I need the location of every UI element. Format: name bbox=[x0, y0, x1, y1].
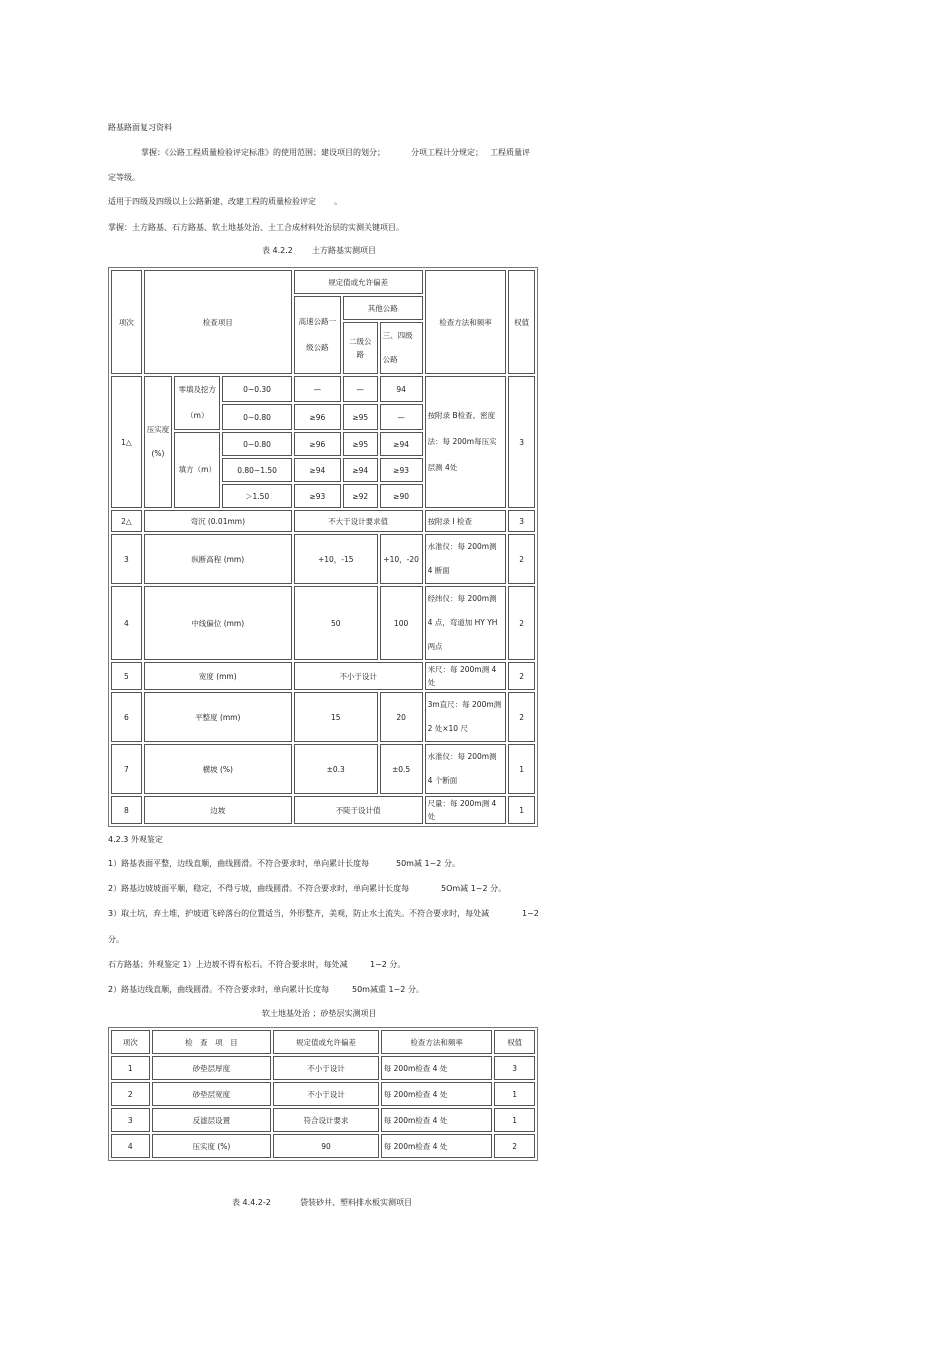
table1-caption: 土方路基实测项目 bbox=[312, 246, 376, 255]
section-line1: 1）路基表面平整，边线直顺，曲线圆滑。不符合要求时，单向累计长度每 bbox=[108, 859, 370, 868]
row-no: 8 bbox=[111, 796, 142, 824]
th2-no: 项次 bbox=[111, 1030, 150, 1054]
row-method: 按附录 I 检查 bbox=[425, 510, 507, 532]
section-line5b: 50m减重 1~2 分。 bbox=[352, 985, 424, 994]
table3-caption: 袋装砂井、塑料排水板实测项目 bbox=[300, 1198, 412, 1207]
row-item: 平整度 (mm) bbox=[144, 692, 292, 742]
t2-weight: 1 bbox=[494, 1108, 535, 1132]
intro-p2: 适用于四级及四级以上公路新建、改建工程的质量检验评定 bbox=[108, 197, 316, 206]
th2-method: 检查方法和频率 bbox=[381, 1030, 493, 1054]
th-class2: 二级公路 bbox=[343, 322, 378, 374]
row-spec-b: +10，-20 bbox=[380, 534, 423, 584]
r1-b: ≥95 bbox=[343, 432, 378, 456]
row-weight: 1 bbox=[508, 744, 535, 794]
row-weight: 2 bbox=[508, 534, 535, 584]
row-no: 6 bbox=[111, 692, 142, 742]
r1-range: ＞1.50 bbox=[222, 484, 292, 508]
t2-item: 砂垫层厚度 bbox=[152, 1056, 272, 1080]
t2-item: 反滤层设置 bbox=[152, 1108, 272, 1132]
th2-spec: 规定值或允许偏差 bbox=[273, 1030, 379, 1054]
r1-item: 压实度(%) bbox=[144, 376, 173, 508]
t2-spec: 不小于设计 bbox=[273, 1082, 379, 1106]
section-title: 4.2.3 外观鉴定 bbox=[108, 835, 163, 844]
th2-item: 检 查 项 目 bbox=[152, 1030, 272, 1054]
row-no: 4 bbox=[111, 586, 142, 660]
intro-p3: 掌握：土方路基、石方路基、软土地基处治、土工合成材料处治层的实测关键项目。 bbox=[108, 223, 404, 232]
intro-p1b: 分项工程计分规定； bbox=[411, 148, 483, 157]
th-class34: 三、四级公路 bbox=[380, 322, 423, 374]
t2-spec: 90 bbox=[273, 1134, 379, 1158]
table2-caption: 软土地基处治 ；砂垫层实测项目 bbox=[262, 1009, 377, 1018]
row-spec-b: 100 bbox=[380, 586, 423, 660]
r1-c: 94 bbox=[380, 376, 423, 402]
r1-b: — bbox=[343, 376, 378, 402]
row-item: 弯沉 (0.01mm) bbox=[144, 510, 292, 532]
row-no: 7 bbox=[111, 744, 142, 794]
row-spec-a: 15 bbox=[294, 692, 378, 742]
section-line3: 3）取土坑，弃土堆，护坡道飞碎落台的位置适当，外形整齐，美观，防止水土流失。不符合要求时，每处减 bbox=[108, 909, 490, 918]
t2-no: 1 bbox=[111, 1056, 150, 1080]
r1-a: ≥93 bbox=[294, 484, 341, 508]
t2-no: 3 bbox=[111, 1108, 150, 1132]
row-spec-a: ±0.3 bbox=[294, 744, 378, 794]
t2-method: 每 200m检查 4 处 bbox=[381, 1108, 493, 1132]
r1-group2: 填方（m） bbox=[174, 432, 220, 508]
t2-spec: 符合设计要求 bbox=[273, 1108, 379, 1132]
intro-p1a: 掌握：《公路工程质量检验评定标准》的使用范围；建设项目的划分； bbox=[141, 148, 385, 157]
row-method: 经纬仪：每 200m测 4 点，弯道加 HY YH两点 bbox=[425, 586, 507, 660]
table1-caption-no: 表 4.2.2 bbox=[262, 246, 293, 255]
row-weight: 2 bbox=[508, 662, 535, 690]
r1-c: — bbox=[380, 404, 423, 430]
row-method: 米尺：每 200m测 4 处 bbox=[425, 662, 507, 690]
row-method: 尺量：每 200m测 4 处 bbox=[425, 796, 507, 824]
r1-weight: 3 bbox=[508, 376, 535, 508]
section-line4b: 1~2 分。 bbox=[370, 960, 406, 969]
th-other: 其他公路 bbox=[343, 296, 423, 320]
row-spec-a: +10，-15 bbox=[294, 534, 378, 584]
row-method: 3m直尺：每 200m测 2 处×10 尺 bbox=[425, 692, 507, 742]
t2-item: 压实度 (%) bbox=[152, 1134, 272, 1158]
th-spec: 规定值或允许偏差 bbox=[294, 270, 423, 294]
r1-b: ≥94 bbox=[343, 458, 378, 482]
t2-item: 砂垫层宽度 bbox=[152, 1082, 272, 1106]
r1-range: 0~0.30 bbox=[222, 376, 292, 402]
t2-weight: 3 bbox=[494, 1056, 535, 1080]
row-weight: 2 bbox=[508, 692, 535, 742]
row-method: 水准仪：每 200m测 4 断面 bbox=[425, 534, 507, 584]
row-spec: 不大于设计要求值 bbox=[294, 510, 423, 532]
t2-weight: 2 bbox=[494, 1134, 535, 1158]
th2-weight: 权值 bbox=[494, 1030, 535, 1054]
r1-b: ≥92 bbox=[343, 484, 378, 508]
r1-c: ≥94 bbox=[380, 432, 423, 456]
table-soil-subgrade bbox=[108, 267, 538, 827]
section-line5: 2）路基边线直顺，曲线圆滑。不符合要求时，单向累计长度每 bbox=[108, 985, 330, 994]
row-weight: 2 bbox=[508, 586, 535, 660]
r1-group1: 零填及挖方（m） bbox=[174, 376, 220, 430]
row-no: 2△ bbox=[111, 510, 142, 532]
r1-a: ≥94 bbox=[294, 458, 341, 482]
th-item: 检查项目 bbox=[144, 270, 292, 374]
doc-title: 路基路面复习资料 bbox=[108, 123, 172, 132]
th-method: 检查方法和频率 bbox=[425, 270, 507, 374]
t2-weight: 1 bbox=[494, 1082, 535, 1106]
r1-a: — bbox=[294, 376, 341, 402]
r1-range: 0~0.80 bbox=[222, 432, 292, 456]
r1-a: ≥96 bbox=[294, 432, 341, 456]
row-spec: 不陡于设计值 bbox=[294, 796, 423, 824]
t2-method: 每 200m检查 4 处 bbox=[381, 1082, 493, 1106]
intro-p1d: 定等级。 bbox=[108, 173, 140, 182]
intro-p1c: 工程质量评 bbox=[490, 148, 530, 157]
r1-method: 按附录 B检查。密度法：每 200m每压实层测 4处 bbox=[425, 376, 507, 508]
section-line4: 石方路基；外观鉴定 1）上边坡不得有松石。不符合要求时，每处减 bbox=[108, 960, 348, 969]
r1-a: ≥96 bbox=[294, 404, 341, 430]
row-item: 宽度 (mm) bbox=[144, 662, 292, 690]
row-no: 3 bbox=[111, 534, 142, 584]
r1-c: ≥93 bbox=[380, 458, 423, 482]
th-highway: 高速公路一级公路 bbox=[294, 296, 341, 374]
table3-caption-no: 表 4.4.2-2 bbox=[232, 1198, 271, 1207]
section-line2b: 5Om减 1~2 分。 bbox=[441, 884, 507, 893]
th-weight: 权值 bbox=[508, 270, 535, 374]
table-sand-cushion bbox=[108, 1027, 538, 1161]
r1-no: 1△ bbox=[111, 376, 142, 508]
r1-c: ≥90 bbox=[380, 484, 423, 508]
t2-no: 4 bbox=[111, 1134, 150, 1158]
th-no: 项次 bbox=[111, 270, 142, 374]
row-spec: 不小于设计 bbox=[294, 662, 423, 690]
row-item: 横坡 (%) bbox=[144, 744, 292, 794]
intro-p2-end: 。 bbox=[334, 197, 342, 206]
t2-spec: 不小于设计 bbox=[273, 1056, 379, 1080]
t2-method: 每 200m检查 4 处 bbox=[381, 1056, 493, 1080]
r1-range: 0~0.80 bbox=[222, 404, 292, 430]
r1-range: 0.80~1.50 bbox=[222, 458, 292, 482]
row-method: 水准仪：每 200m测 4 个断面 bbox=[425, 744, 507, 794]
section-line2: 2）路基边坡坡面平顺，稳定，不得亏坡，曲线圆滑。不符合要求时，单向累计长度每 bbox=[108, 884, 410, 893]
row-item: 边坡 bbox=[144, 796, 292, 824]
section-line1b: 50m减 1~2 分。 bbox=[396, 859, 460, 868]
row-weight: 1 bbox=[508, 796, 535, 824]
section-line3c: 分。 bbox=[108, 935, 124, 944]
row-spec-b: ±0.5 bbox=[380, 744, 423, 794]
row-spec-b: 20 bbox=[380, 692, 423, 742]
section-line3b: 1~2 bbox=[522, 909, 539, 918]
row-no: 5 bbox=[111, 662, 142, 690]
row-item: 中线偏位 (mm) bbox=[144, 586, 292, 660]
t2-method: 每 200m检查 4 处 bbox=[381, 1134, 493, 1158]
r1-b: ≥95 bbox=[343, 404, 378, 430]
row-item: 纵断高程 (mm) bbox=[144, 534, 292, 584]
row-spec-a: 50 bbox=[294, 586, 378, 660]
row-weight: 3 bbox=[508, 510, 535, 532]
t2-no: 2 bbox=[111, 1082, 150, 1106]
